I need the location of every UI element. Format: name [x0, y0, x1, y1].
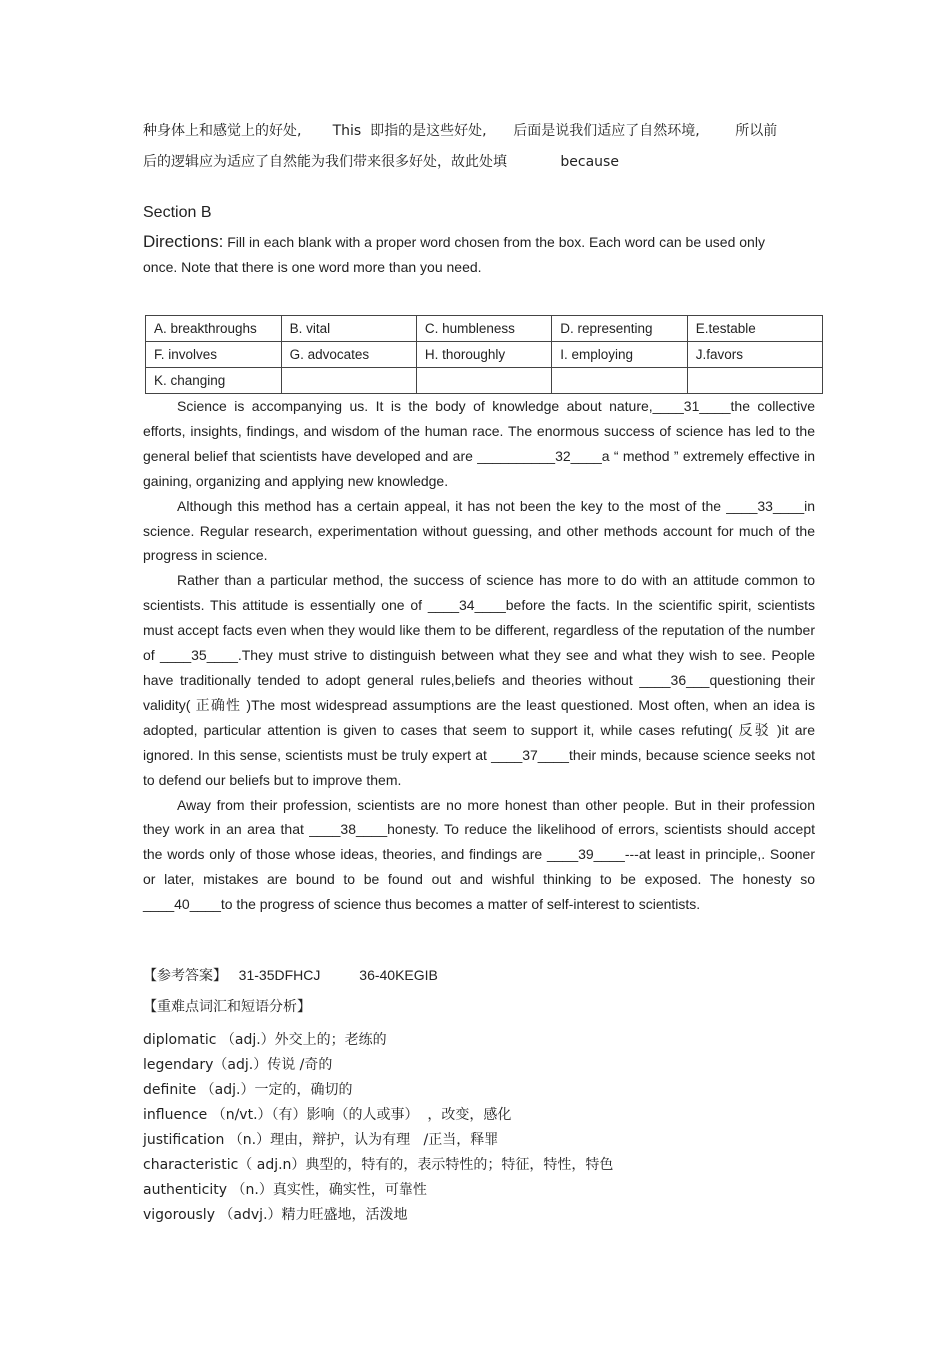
- answer-key-label: 【参考答案】: [143, 967, 227, 983]
- vocab-list: [143, 1028, 613, 1228]
- word-box-cell: C. humbleness: [416, 316, 551, 342]
- vocab-item: influence （n/vt.）（有）影响（的人或事） ，改变，感化: [143, 1107, 512, 1123]
- directions-text: Fill in each blank with a proper word chosen from the box. Each word can be used only once. Note that there is one word more than you need.: [143, 234, 765, 275]
- vocab-item: vigorously （advj.）精力旺盛地，活泼地: [143, 1207, 408, 1223]
- vocab-item: diplomatic （adj.）外交上的；老练的: [143, 1032, 387, 1048]
- word-box-cell: B. vital: [281, 316, 416, 342]
- answer-key: [143, 965, 438, 985]
- word-box-cell: [552, 368, 687, 394]
- passage-paragraph-2: Although this method has a certain appeal, it has not been the key to the most of the ____33____in science. Regular research, experimentation without guessing, and other methods account for much of the progress in science.: [143, 497, 815, 564]
- vocab-item: authenticity （n.）真实性，确实性，可靠性: [143, 1182, 427, 1198]
- word-box-cell: A. breakthroughs: [146, 316, 282, 342]
- word-box-cell: [687, 368, 822, 394]
- word-box-cell: [281, 368, 416, 394]
- word-box-table: [145, 315, 823, 394]
- intro-line-2: 后的逻辑应为适应了自然能为我们带来很多好处，故此处填 because: [143, 154, 619, 170]
- passage-paragraph-4: Away from their profession, scientists are no more honest than other people. But in their profession they work in an area that ____38____honesty. To reduce the likelihood of errors, scientists should accept the words only of those whose ideas, theories, and findings are ____39____---at least in principle,. Sooner or later, mistakes are bound to be found out and wishful thinking to be exposed. The honesty so ____40____to the progress of science thus becomes a matter of self-interest to scientists.: [143, 796, 815, 913]
- vocab-item: definite （adj.）一定的，确切的: [143, 1082, 353, 1098]
- word-box-cell: I. employing: [552, 342, 687, 368]
- word-box-row: [146, 316, 823, 342]
- word-box-cell: H. thoroughly: [416, 342, 551, 368]
- word-box-cell: F. involves: [146, 342, 282, 368]
- word-box-cell: K. changing: [146, 368, 282, 394]
- vocab-item: legendary（adj.）传说 /奇的: [143, 1057, 333, 1073]
- word-box-row: [146, 342, 823, 368]
- vocab-section-title: 【重难点词汇和短语分析】: [143, 999, 311, 1015]
- passage-paragraph-1: Science is accompanying us. It is the body of knowledge about nature,____31____the collective efforts, insights, findings, and wisdom of the human race. The enormous success of science has led to the general belief that scientists have developed and are __________32____a “ method ” extremely effective in gaining, organizing and applying new knowledge.: [143, 398, 815, 489]
- directions: [143, 229, 803, 280]
- vocab-item: justification （n.）理由，辩护，认为有理 /正当，释罪: [143, 1132, 499, 1148]
- intro-line-1: 种身体上和感觉上的好处, This 即指的是这些好处, 后面是说我们适应了自然环境, 所以前: [143, 123, 778, 139]
- passage-paragraph-3: Rather than a particular method, the success of science has more to do with an attitude common to scientists. This attitude is essentially one of ____34____before the facts. In the scientific spirit, scientists must accept facts even when they would like them to be different, regardless of the reputation of the number of ____35____.They must strive to distinguish between what they see and what they wish to see. People have traditionally tended to adopt general rules,beliefs and theories without ____36___questioning their validity( 正确性 )The most widespread assumptions are the least questioned. Most often, when an idea is adopted, particular attention is given to cases that seem to support it, while cases refuting( 反驳 )it are ignored. In this sense, scientists must be truly expert at ____37____their minds, because science seeks not to defend our beliefs but to improve them.: [143, 572, 815, 788]
- intro-paragraph: [143, 116, 823, 178]
- word-box-cell: E.testable: [687, 316, 822, 342]
- word-box-cell: [416, 368, 551, 394]
- word-box-cell: G. advocates: [281, 342, 416, 368]
- section-title: Section B: [143, 204, 212, 221]
- reading-passage: [143, 394, 815, 917]
- directions-label: Directions:: [143, 232, 224, 251]
- answer-key-part-2: 36-40KEGIB: [359, 967, 438, 983]
- answer-key-part-1: 31-35DFHCJ: [238, 967, 321, 983]
- word-box-row: [146, 368, 823, 394]
- word-box-cell: D. representing: [552, 316, 687, 342]
- word-box-cell: J.favors: [687, 342, 822, 368]
- vocab-item: characteristic（ adj.n）典型的，特有的，表示特性的；特征，特性，特色: [143, 1157, 614, 1173]
